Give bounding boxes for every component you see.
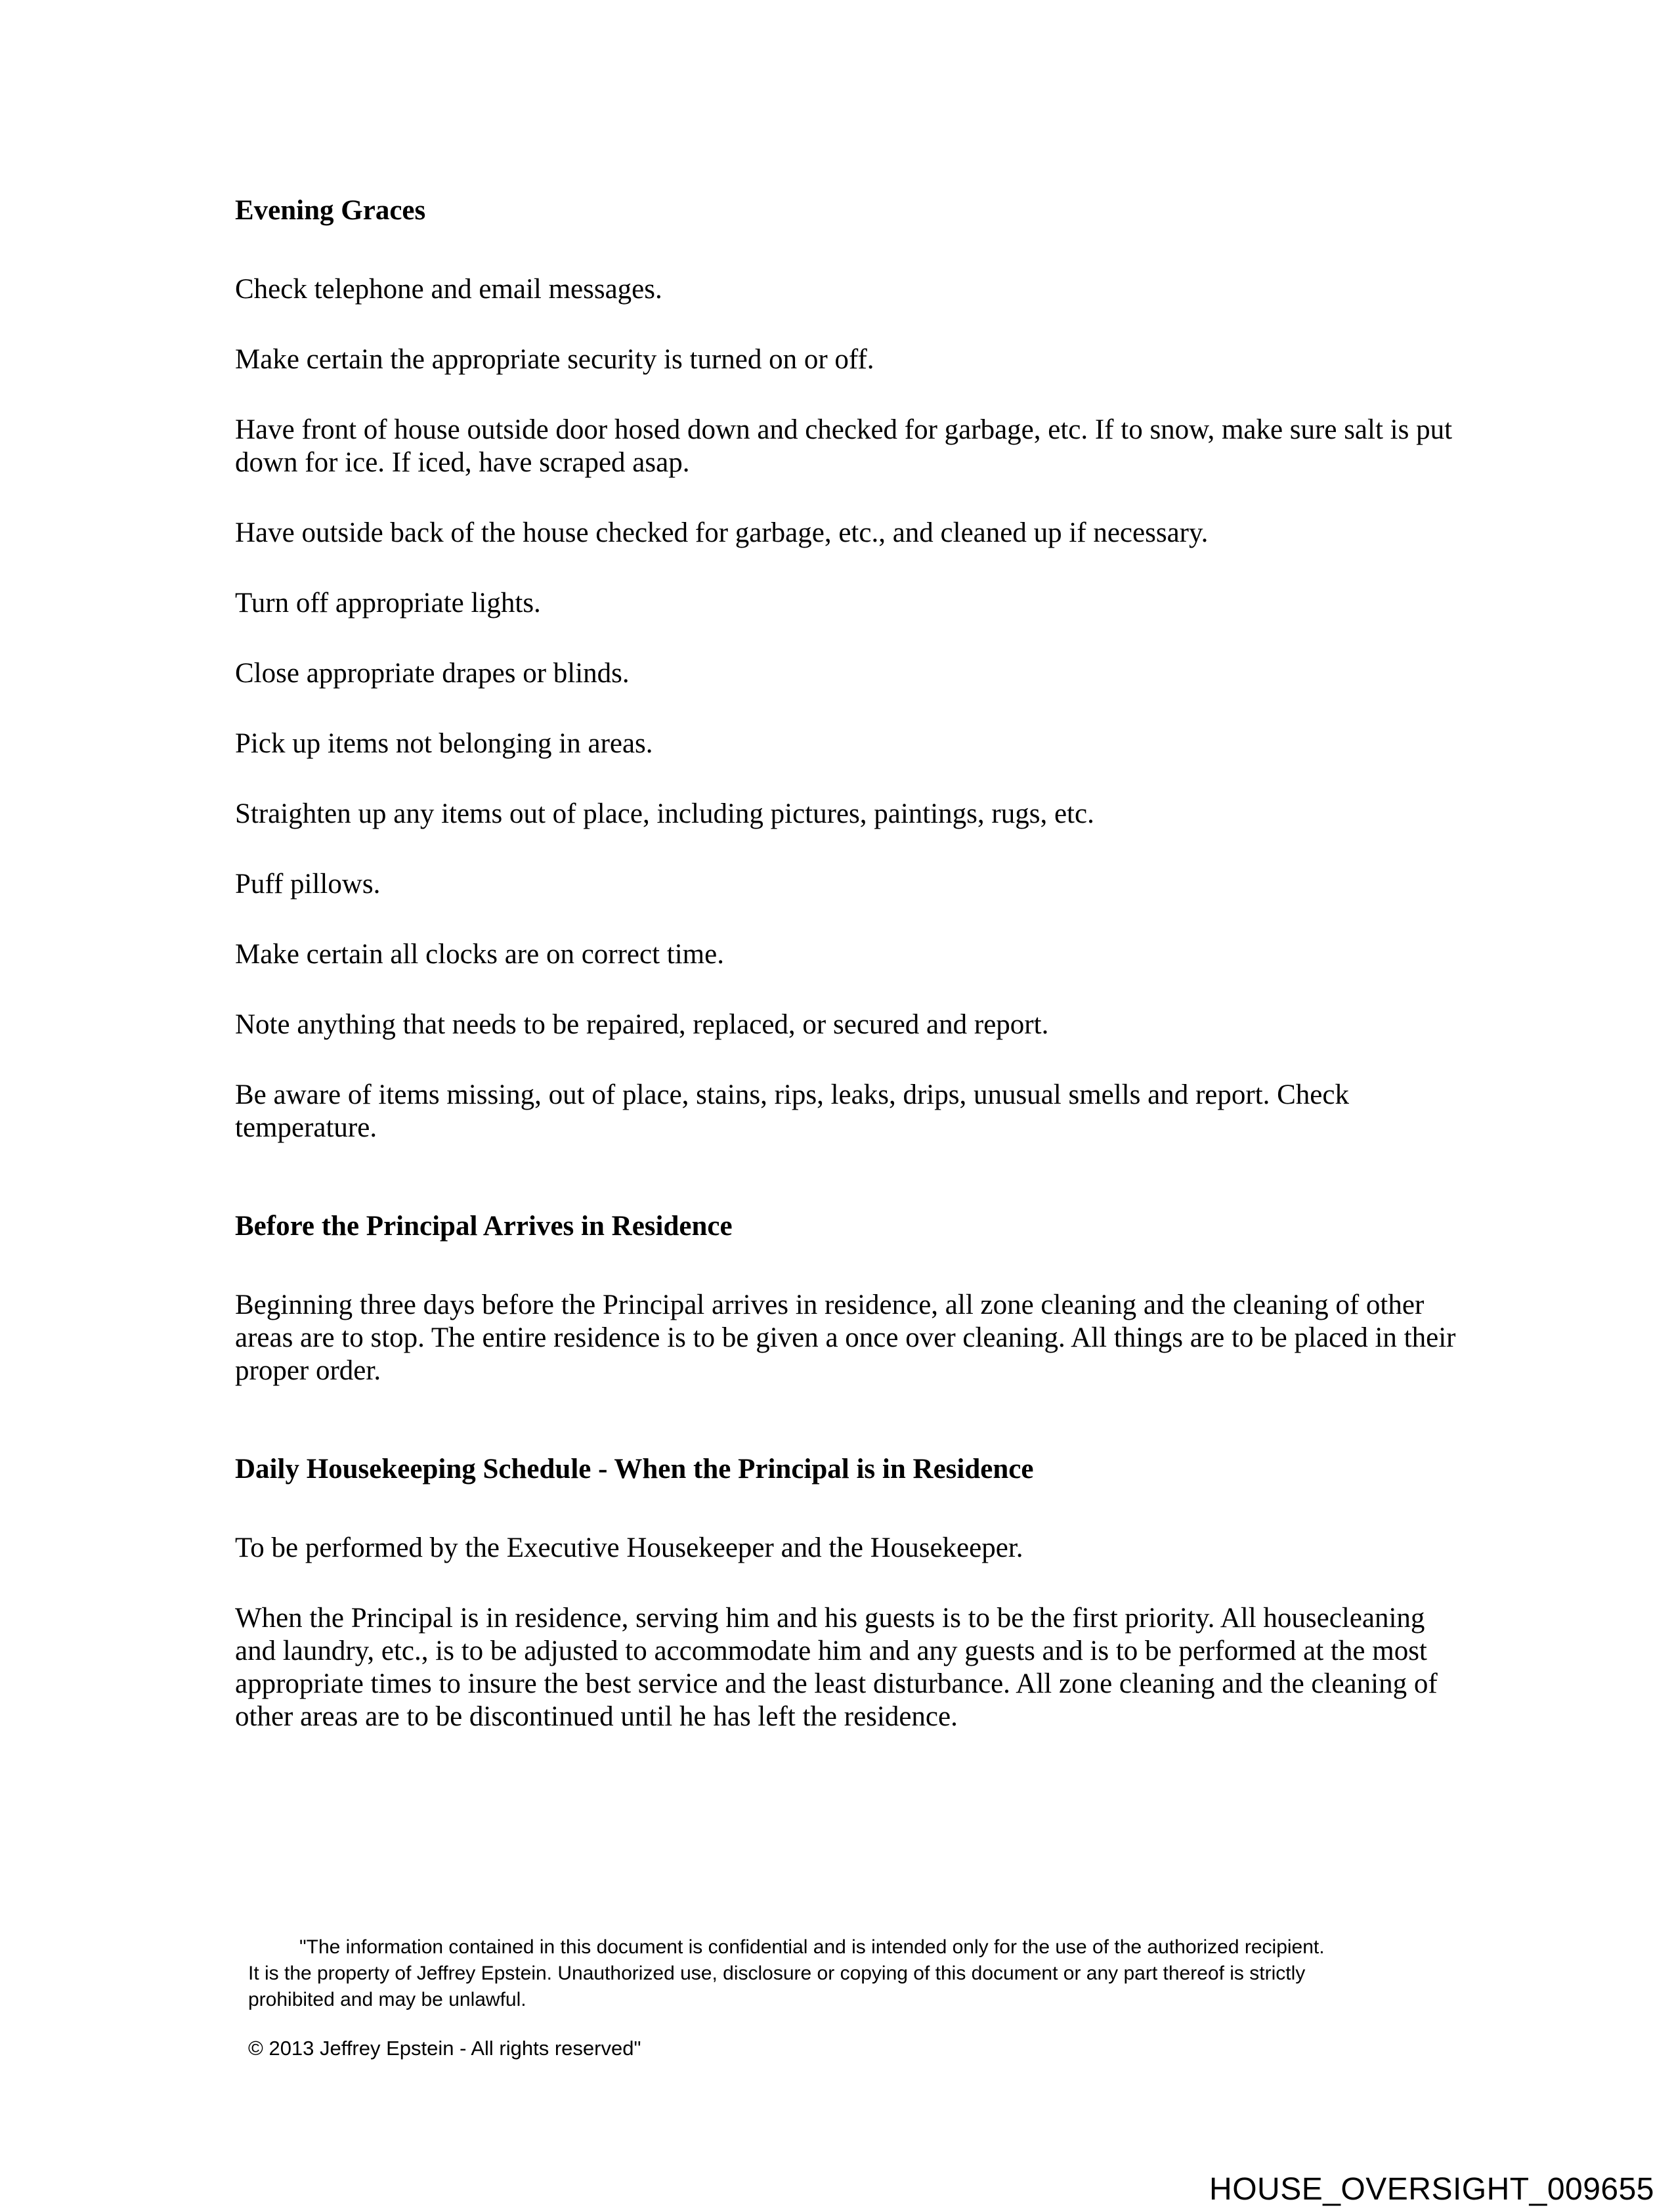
confidentiality-notice-line: "The information contained in this document is confidential and is intended only for the use of the authorized recipient.	[299, 1936, 1325, 1958]
confidentiality-notice-line: It is the property of Jeffrey Epstein. Unauthorized use, disclosure or copying of this document or any part thereof is strictly	[248, 1963, 1306, 1984]
paragraph: Puff pillows.	[235, 869, 381, 900]
paragraph: Be aware of items missing, out of place, stains, rips, leaks, drips, unusual smells and report. Check temperature.	[235, 1079, 1349, 1143]
paragraph: Make certain the appropriate security is turned on or off.	[235, 344, 874, 375]
paragraph: Note anything that needs to be repaired, replaced, or secured and report.	[235, 1009, 1049, 1040]
copyright-line: © 2013 Jeffrey Epstein - All rights reserved"	[248, 2037, 641, 2060]
footer-block	[248, 1934, 1364, 2062]
paragraph: Straighten up any items out of place, including pictures, paintings, rugs, etc.	[235, 798, 1094, 829]
paragraph: When the Principal is in residence, serving him and his guests is to be the first priority. All housecleaning and laundry, etc., is to be adjusted to accommodate him and any guests and is to be performed at the most appropriate times to insure the best service and the least disturbance. All zone cleaning and the cleaning of other areas are to be discontinued until he has left the residence.	[235, 1603, 1438, 1732]
paragraph: Check telephone and email messages.	[235, 274, 662, 305]
confidentiality-notice	[248, 1934, 1364, 2013]
document-body	[235, 194, 1456, 1771]
section-heading: Evening Graces	[235, 195, 426, 226]
paragraph: Close appropriate drapes or blinds.	[235, 658, 630, 689]
paragraph: Have front of house outside door hosed down and checked for garbage, etc. If to snow, make sure salt is put down for ice. If iced, have scraped asap.	[235, 414, 1453, 478]
paragraph: Turn off appropriate lights.	[235, 588, 541, 618]
section-heading: Daily Housekeeping Schedule - When the Principal is in Residence	[235, 1454, 1034, 1485]
paragraph: Make certain all clocks are on correct time.	[235, 939, 724, 970]
confidentiality-notice-line: prohibited and may be unlawful.	[248, 1989, 526, 2010]
paragraph: Beginning three days before the Principal arrives in residence, all zone cleaning and the cleaning of other areas are to stop. The entire residence is to be given a once over cleaning. All things are to be placed in their proper order.	[235, 1290, 1456, 1386]
bates-number: HOUSE_OVERSIGHT_009655	[1209, 2172, 1654, 2207]
paragraph: Have outside back of the house checked for garbage, etc., and cleaned up if necessary.	[235, 517, 1209, 548]
section-heading: Before the Principal Arrives in Residence	[235, 1211, 733, 1242]
paragraph: Pick up items not belonging in areas.	[235, 728, 653, 759]
paragraph: To be performed by the Executive Housekeeper and the Housekeeper.	[235, 1532, 1023, 1563]
